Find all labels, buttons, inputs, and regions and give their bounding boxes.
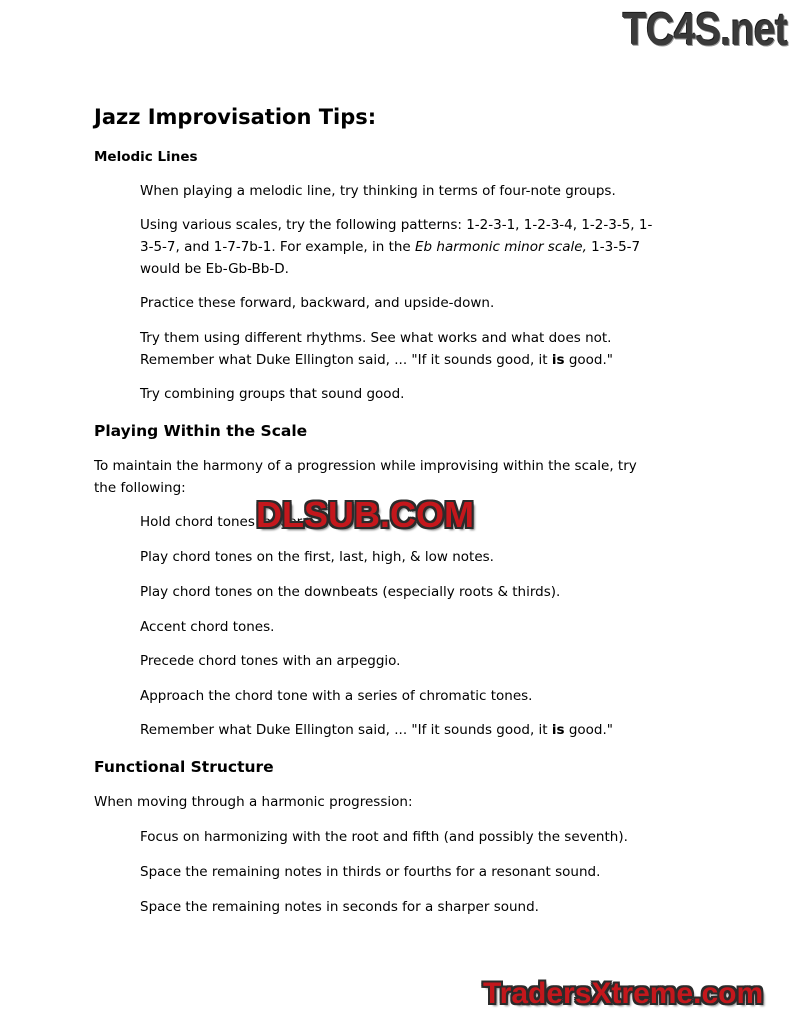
melodic-paragraph-4-line-1: Try them using different rhythms. See what works and what does not. — [140, 330, 612, 346]
within-scale-tip-5: Precede chord tones with an arpeggio. — [140, 653, 401, 669]
melodic-paragraph-2-line-3: would be Eb-Gb-Bb-D. — [140, 261, 289, 277]
melodic-paragraph-5: Try combining groups that sound good. — [140, 386, 405, 402]
text-segment: 1-3-5-7 — [586, 239, 641, 255]
bold-is: is — [551, 722, 565, 738]
melodic-paragraph-2-line-2 — [140, 236, 652, 258]
melodic-paragraph-3: Practice these forward, backward, and upside-down. — [140, 295, 495, 311]
melodic-paragraph-2-line-1: Using various scales, try the following patterns: 1-2-3-1, 1-2-3-4, 1-2-3-5, 1- — [140, 217, 653, 233]
text-segment: Remember what Duke Ellington said, ... "If it sounds good, it — [140, 352, 552, 368]
within-scale-tip-3: Play chord tones on the downbeats (especially roots & thirds). — [140, 584, 561, 600]
melodic-paragraph-4-line-2 — [140, 349, 613, 371]
within-scale-tip-1: Hold chord tones longer. — [140, 514, 306, 530]
functional-intro: When moving through a harmonic progression: — [94, 794, 413, 810]
text-segment: good." — [564, 722, 613, 738]
text-segment: good." — [564, 352, 613, 368]
scale-name-emphasis: Eb harmonic minor scale, — [415, 239, 587, 255]
within-scale-intro — [94, 455, 637, 499]
within-scale-tip-2: Play chord tones on the first, last, high, & low notes. — [140, 549, 494, 565]
within-scale-intro-line-1: To maintain the harmony of a progression while improvising within the scale, try — [94, 458, 637, 474]
heading-playing-within-scale: Playing Within the Scale — [94, 422, 308, 440]
functional-tip-3: Space the remaining notes in seconds for a sharper sound. — [140, 899, 539, 915]
functional-tip-1: Focus on harmonizing with the root and fifth (and possibly the seventh). — [140, 829, 628, 845]
within-scale-tip-7 — [140, 719, 613, 741]
within-scale-intro-line-2: the following: — [94, 480, 186, 496]
watermark-tradersxtreme-logo: TradersXtreme.com — [483, 977, 764, 1010]
melodic-paragraph-1: When playing a melodic line, try thinking in terms of four-note groups. — [140, 183, 616, 199]
melodic-paragraph-2 — [140, 214, 652, 280]
bold-is: is — [551, 352, 565, 368]
functional-tip-2: Space the remaining notes in thirds or fourths for a resonant sound. — [140, 864, 601, 880]
watermark-dlsub-logo: DLSUB.COM — [256, 494, 474, 535]
text-segment: 3-5-7, and 1-7-7b-1. For example, in the — [140, 239, 416, 255]
within-scale-tip-6: Approach the chord tone with a series of chromatic tones. — [140, 688, 533, 704]
heading-functional-structure: Functional Structure — [94, 758, 274, 776]
text-segment: Remember what Duke Ellington said, ... "If it sounds good, it — [140, 722, 552, 738]
heading-melodic-lines: Melodic Lines — [94, 149, 198, 165]
melodic-paragraph-4 — [140, 327, 613, 371]
watermark-tc4s-logo: TC4S.net — [622, 3, 787, 55]
within-scale-tip-4: Accent chord tones. — [140, 619, 275, 635]
page-title: Jazz Improvisation Tips: — [94, 105, 377, 129]
